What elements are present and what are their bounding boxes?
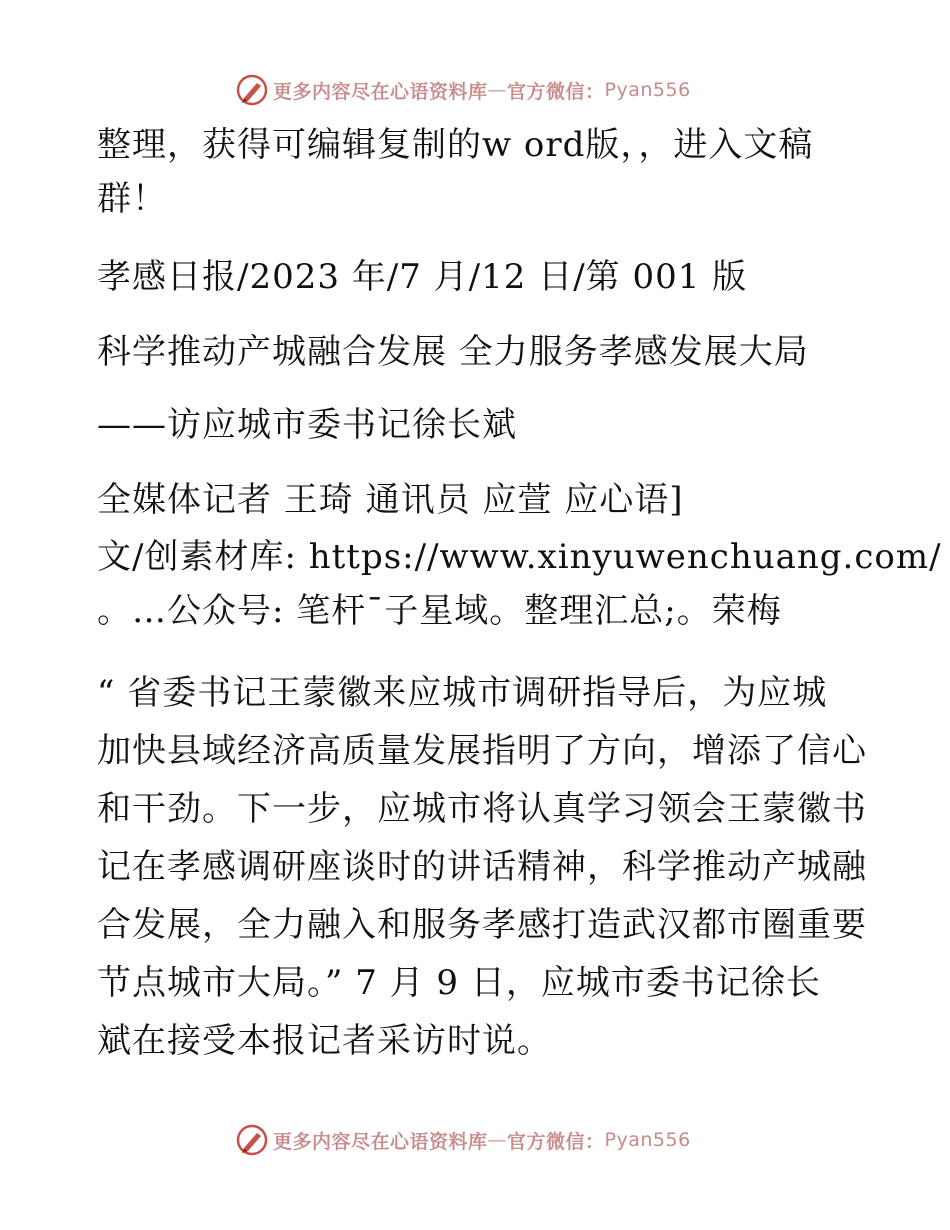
paragraph-line: 记在孝感调研座谈时的讲话精神，科学推动产城融 — [97, 847, 867, 887]
paragraph-line: 合发展，全力融入和服务孝感打造武汉都市圈重要 — [97, 905, 867, 945]
byline: 全媒体记者 王琦 通讯员 应萱 应心语] — [97, 480, 684, 520]
watermark-main-text: 更多内容尽在心语资料库 — [273, 1130, 488, 1153]
intro-block — [97, 118, 857, 226]
body-paragraph — [97, 664, 867, 1070]
watermark-separator: — — [487, 79, 508, 101]
paragraph-line: “ 省委书记王蒙徽来应城市调研指导后，为应城 — [97, 673, 828, 713]
watermark-footer — [235, 1120, 691, 1160]
pen-logo-icon — [235, 1123, 269, 1157]
watermark-wechat-label: 官方微信： — [507, 1130, 605, 1153]
paragraph-line: 节点城市大局。” 7 月 9 日，应城市委书记徐长 — [97, 963, 821, 1003]
watermark-header — [235, 70, 691, 110]
headline: 科学推动产城融合发展 全力服务孝感发展大局 — [97, 332, 809, 372]
source-line: 。…公众号: 笔杆¯子星域。整理汇总;。荣梅 — [97, 591, 782, 631]
source-line: 文/创素材库: https://www.xinyuwenchuang.com/ — [97, 537, 942, 577]
watermark-wechat-label: 官方微信： — [507, 80, 605, 103]
source-block — [97, 530, 942, 638]
intro-line: 群！ — [97, 179, 167, 219]
watermark-separator: — — [487, 1129, 508, 1151]
watermark-wechat-id: Pyan556 — [604, 1129, 691, 1151]
paragraph-line: 加快县域经济高质量发展指明了方向，增添了信心 — [97, 731, 867, 771]
pen-logo-icon — [235, 73, 269, 107]
paragraph-line: 斌在接受本报记者采访时说。 — [97, 1021, 552, 1061]
watermark-wechat-id: Pyan556 — [604, 79, 691, 101]
dateline: 孝感日报/2023 年/7 月/12 日/第 001 版 — [97, 257, 748, 297]
subheadline: ——访应城市委书记徐长斌 — [97, 405, 517, 445]
watermark-main-text: 更多内容尽在心语资料库 — [273, 80, 488, 103]
paragraph-line: 和干劲。下一步，应城市将认真学习领会王蒙徽书 — [97, 789, 867, 829]
intro-line: 整理，获得可编辑复制的w ord版，，进入文稿 — [97, 125, 814, 165]
